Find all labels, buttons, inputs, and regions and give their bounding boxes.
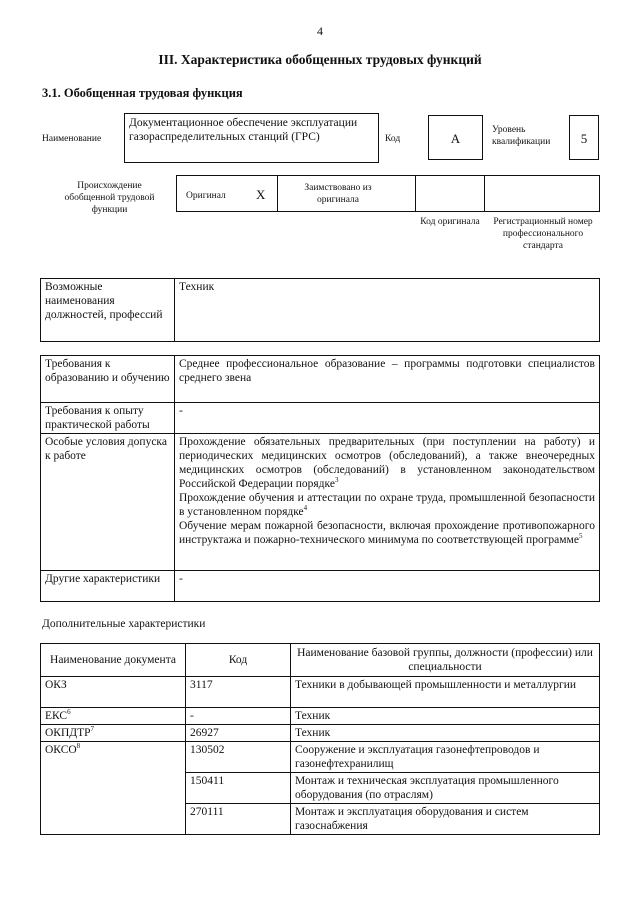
experience-value: - [175,403,600,434]
additional-table [40,643,600,835]
education-row [41,356,600,403]
origin-code-cell [415,175,485,212]
borrowed-label: Заимствовано из оригинала [304,183,372,205]
origin-label: Происхождение обобщенной трудовой функции [64,181,155,215]
gtf-name-value: Документационное обеспечение эксплуатации газораспределительных станций (ГРС) [129,117,358,143]
positions-value: Техник [175,279,600,342]
reg-caption: Регистрационный номер профессионального стандарта [493,217,593,251]
name-label: Наименование [42,134,102,144]
education-label: Требования к образованию и обучению [41,356,175,403]
code-cell: - [190,710,194,722]
conditions-p1: Прохождение обязательных предварительных (при поступлении на работу) и периодических медицинских осмотров (обследований), а также внеочередных медицинских осмотров (обследований) в установленном законодательством Российской Федерации порядке [179,436,595,490]
positions-table [40,278,600,342]
other-row [41,571,600,602]
footnote-6: 6 [67,708,71,717]
name-cell: Монтаж и эксплуатация оборудования и систем газоснабжения [295,806,529,832]
subsection-title: 3.1. Обобщенная трудовая функция [42,86,243,100]
level-value-box [569,115,599,160]
header-doc: Наименование документа [41,644,186,677]
name-cell: Техник [295,727,331,739]
conditions-p2: Прохождение обучения и аттестации по охране труда, промышленной безопасности в установленном порядке [179,492,595,518]
footnote-4: 4 [303,504,308,513]
footnote-3: 3 [334,476,339,485]
name-cell: Монтаж и техническая эксплуатация промышленного оборудования (по отраслям) [295,775,559,801]
code-cell: 150411 [190,775,225,787]
original-mark: X [256,187,266,202]
other-value: - [175,571,600,602]
code-value: A [450,131,461,146]
doc-cell: ОКПДТР [45,727,91,739]
name-cell: Техник [295,710,331,722]
conditions-row [41,434,600,571]
level-value: 5 [580,131,588,146]
gtf-name-box [124,113,379,163]
code-cell: 270111 [190,806,224,818]
name-cell: Техники в добывающей промышленности и металлургии [295,679,577,691]
conditions-p3: Обучение мерам пожарной безопасности, включая прохождение противопожарного инструктажа и пожарно-технического минимума по соответствующей программе [179,520,595,546]
section-title: III. Характеристика обобщенных трудовых функций [158,52,482,67]
conditions-label: Особые условия допуска к работе [41,434,175,571]
code-label: Код [385,134,401,144]
doc-cell: ОКЗ [45,679,67,691]
education-value: Среднее профессиональное образование – программы подготовки специалистов среднего звена [175,356,600,403]
level-label: Уровень квалификации [492,125,551,147]
table-row [41,677,600,708]
additional-header-row [41,644,600,677]
positions-label: Возможные наименования должностей, профессий [41,279,175,342]
requirements-table [40,355,600,602]
doc-cell: ЕКС [45,710,68,722]
code-value-box [428,115,483,160]
table-row [41,708,600,725]
code-cell: 26927 [190,727,219,739]
experience-label: Требования к опыту практической работы [41,403,175,434]
footnote-8: 8 [76,742,81,751]
code-cell: 3117 [190,679,213,691]
name-cell: Сооружение и эксплуатация газонефтепроводов и газонефтехранилищ [295,744,540,770]
additional-title: Дополнительные характеристики [42,618,206,630]
conditions-value [175,434,600,571]
header-code: Код [186,644,291,677]
other-label: Другие характеристики [41,571,175,602]
code-caption: Код оригинала [420,217,480,227]
header-name: Наименование базовой группы, должности (профессии) или специальности [291,644,600,677]
original-label: Оригинал [186,191,226,201]
page-number: 4 [317,24,323,38]
footnote-7: 7 [90,725,95,734]
experience-row [41,403,600,434]
footnote-5: 5 [578,532,583,541]
doc-cell: ОКСО [45,744,77,756]
table-row [41,725,600,742]
table-row [41,742,600,773]
code-cell: 130502 [190,744,225,756]
